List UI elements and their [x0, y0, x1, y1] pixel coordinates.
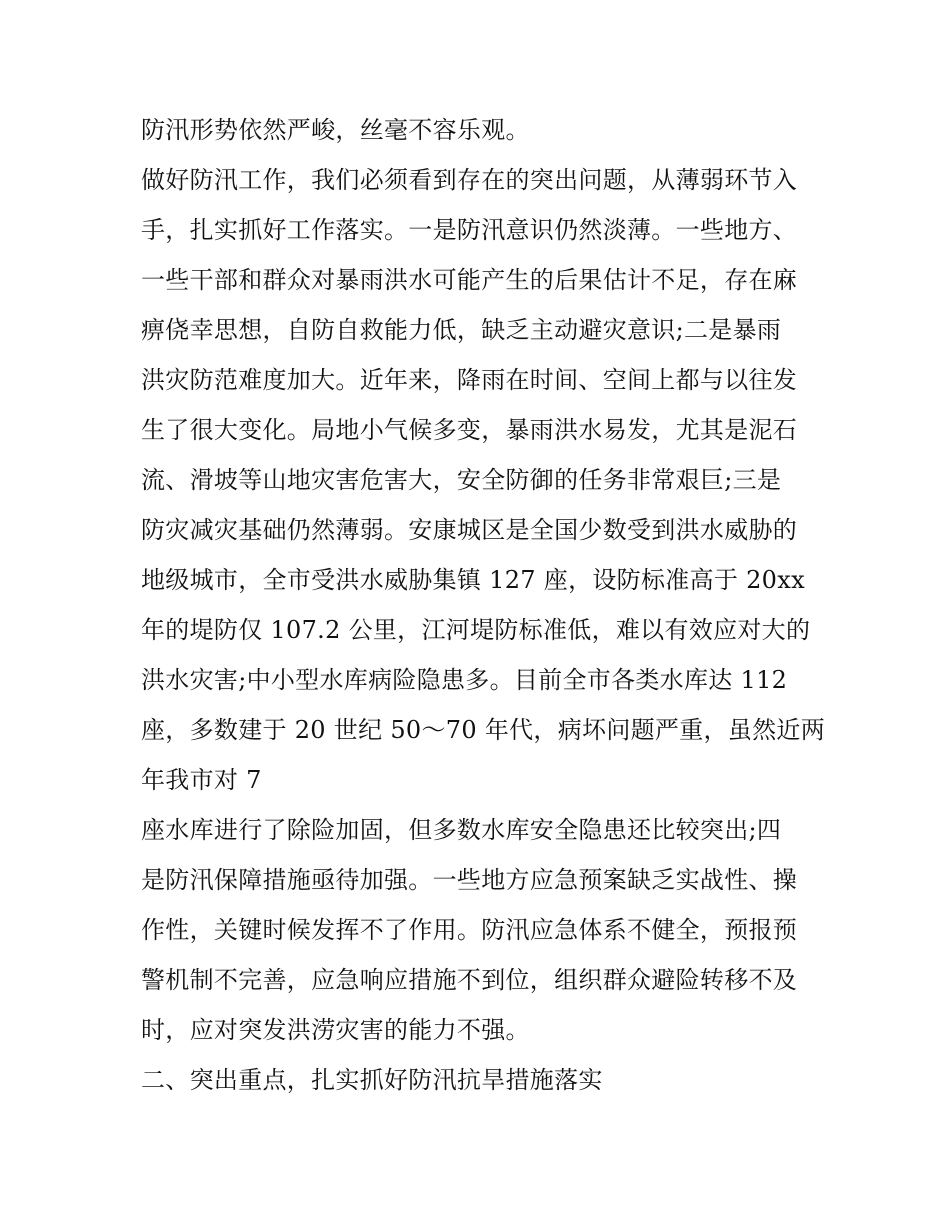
text-line: 生了很大变化。局地小气候多变，暴雨洪水易发，尤其是泥石: [141, 416, 798, 444]
text-line: 痹侥幸思想，自防自救能力低，缺乏主动避灾意识;二是暴雨: [141, 316, 782, 344]
text-line: 年我市对 7: [141, 766, 262, 794]
section-heading: 二、突出重点，扎实抓好防汛抗旱措施落实: [141, 1066, 603, 1094]
text-line: 地级城市，全市受洪水威胁集镇 127 座，设防标准高于 20xx: [141, 566, 805, 594]
text-line: 做好防汛工作，我们必须看到存在的突出问题，从薄弱环节入: [141, 166, 798, 194]
text-line: 防灾减灾基础仍然薄弱。安康城区是全国少数受到洪水威胁的: [141, 516, 798, 544]
text-line: 作性，关键时候发挥不了作用。防汛应急体系不健全，预报预: [141, 916, 798, 944]
text-line: 防汛形势依然严峻，丝毫不容乐观。: [141, 116, 530, 144]
text-line: 时，应对突发洪涝灾害的能力不强。: [141, 1016, 530, 1044]
text-line: 是防汛保障措施亟待加强。一些地方应急预案缺乏实战性、操: [141, 866, 798, 894]
text-line: 年的堤防仅 107.2 公里，江河堤防标准低，难以有效应对大的: [141, 616, 811, 644]
text-line: 洪水灾害;中小型水库病险隐患多。目前全市各类水库达 112: [141, 666, 788, 694]
text-line: 一些干部和群众对暴雨洪水可能产生的后果估计不足，存在麻: [141, 266, 798, 294]
text-line: 洪灾防范难度加大。近年来，降雨在时间、空间上都与以往发: [141, 366, 798, 394]
text-line: 座水库进行了除险加固，但多数水库安全隐患还比较突出;四: [141, 816, 782, 844]
text-line: 座，多数建于 20 世纪 50～70 年代，病坏问题严重，虽然近两: [141, 716, 826, 744]
text-line: 流、滑坡等山地灾害危害大，安全防御的任务非常艰巨;三是: [141, 466, 782, 494]
text-line: 手，扎实抓好工作落实。一是防汛意识仍然淡薄。一些地方、: [141, 216, 798, 244]
text-line: 警机制不完善，应急响应措施不到位，组织群众避险转移不及: [141, 966, 798, 994]
